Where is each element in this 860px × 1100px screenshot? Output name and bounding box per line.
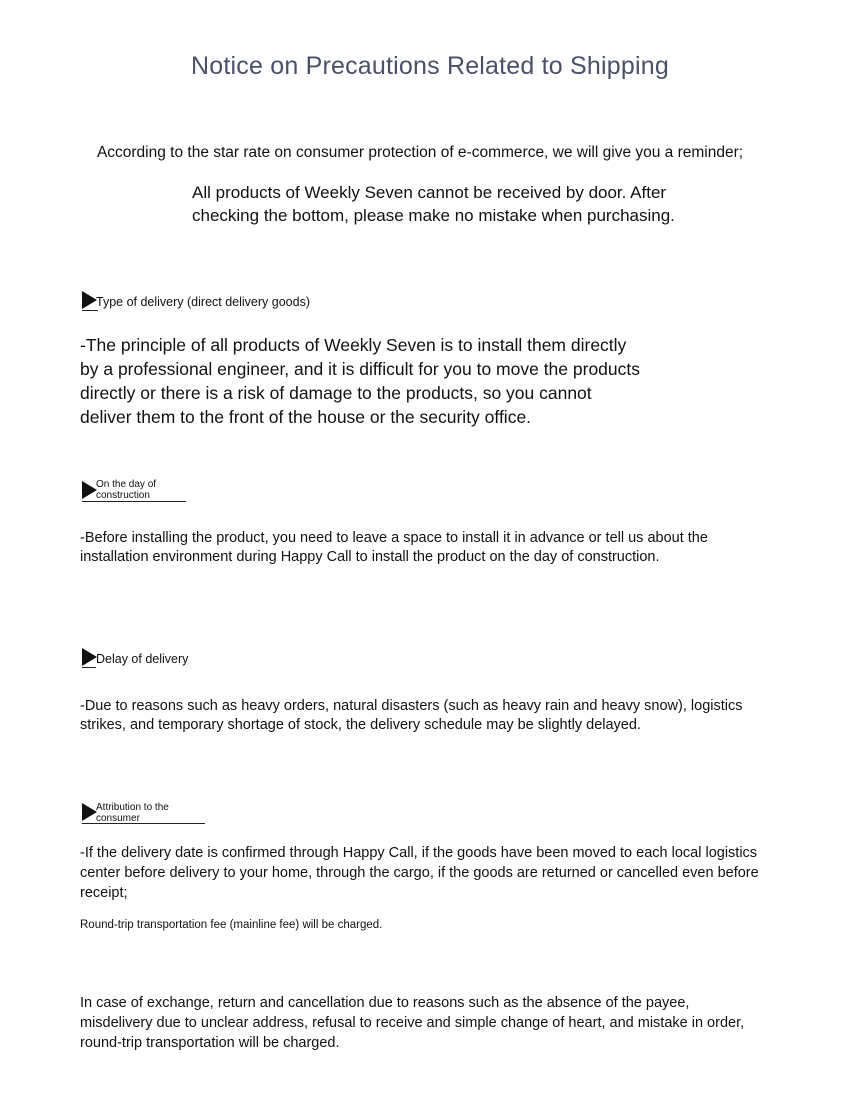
heading-underline xyxy=(82,310,98,311)
section-heading-label: On the day of construction xyxy=(96,479,157,501)
section-heading-label: Delay of delivery xyxy=(96,652,189,666)
intro-text: According to the star rate on consumer protection of e-commerce, we will give you a reminder; xyxy=(96,144,744,161)
section-heading-label: Attribution to the consumer xyxy=(96,802,169,824)
section-body-construction-day: -Before installing the product, you need to leave a space to install it in advance or tell us about the installation environment during Happy Call to install the product on the day of construction. xyxy=(80,530,708,565)
arrow-right-icon xyxy=(82,481,97,499)
arrow-right-icon xyxy=(82,648,97,666)
heading-underline xyxy=(82,667,96,668)
mainline-fee-note: Round-trip transportation fee (mainline fee) will be charged. xyxy=(80,919,383,931)
section-heading-label: Type of delivery (direct delivery goods) xyxy=(96,295,310,309)
arrow-right-icon xyxy=(82,803,97,821)
door-delivery-notice: All products of Weekly Seven cannot be received by door. After checking the bottom, please make no mistake when purchasing. xyxy=(192,183,675,225)
heading-underline xyxy=(82,501,186,502)
section-body-consumer-attribution: -If the delivery date is confirmed through Happy Call, if the goods have been moved to each local logistics center before delivery to your home, through the cargo, if the goods are returned or cancelled even before receipt; xyxy=(80,845,759,901)
section-heading-consumer-attribution xyxy=(80,803,210,833)
closing-paragraph: In case of exchange, return and cancellation due to reasons such as the absence of the payee, misdelivery due to unclear address, refusal to receive and simple change of heart, and mistake in order, round-trip transportation will be charged. xyxy=(80,995,745,1051)
section-heading-construction-day xyxy=(80,481,190,511)
section-body-delivery-delay: -Due to reasons such as heavy orders, natural disasters (such as heavy rain and heavy snow), logistics strikes, and temporary shortage of stock, the delivery schedule may be slightly delayed. xyxy=(80,698,743,733)
arrow-right-icon xyxy=(82,291,97,309)
section-heading-delivery-type xyxy=(80,291,340,321)
section-heading-delivery-delay xyxy=(80,648,240,678)
section-body-delivery-type: -The principle of all products of Weekly Seven is to install them directly by a professional engineer, and it is difficult for you to move the products directly or there is a risk of damage to the products, so you cannot deliver them to the front of the house or the security office. xyxy=(80,335,640,427)
page-title: Notice on Precautions Related to Shipping xyxy=(191,52,669,80)
